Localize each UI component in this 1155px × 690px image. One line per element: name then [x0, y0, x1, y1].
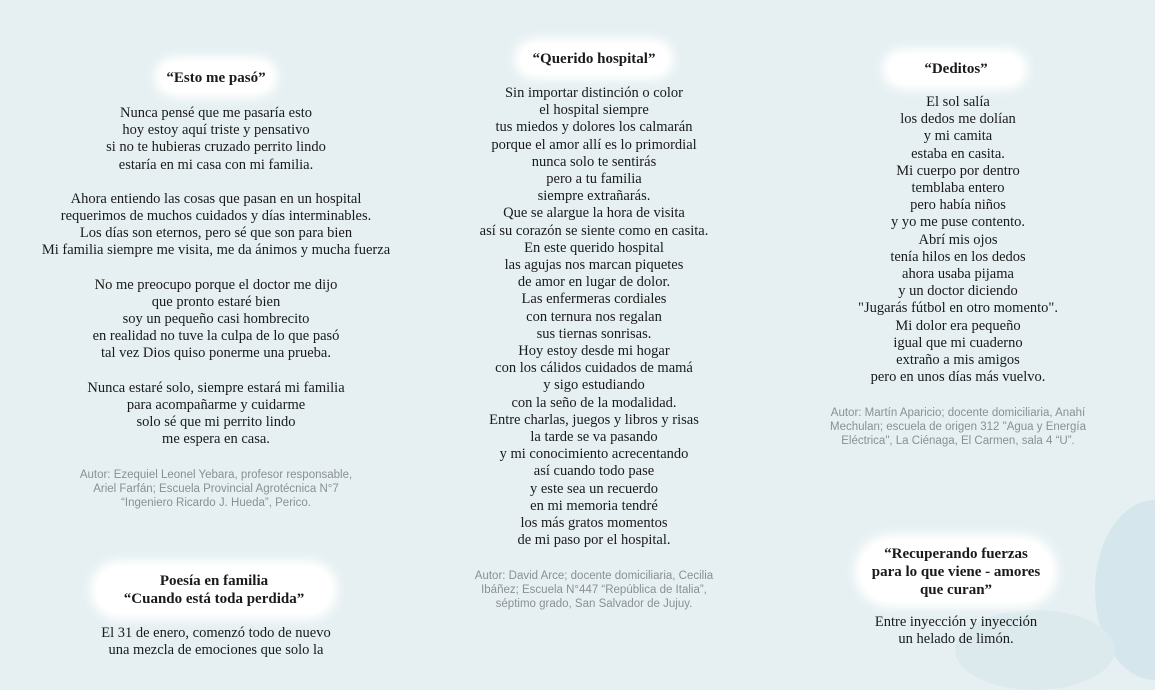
poem-body	[808, 94, 1108, 386]
poem-title: “Deditos”	[924, 61, 988, 77]
stanza: Nunca pensé que me pasaría esto hoy estoy aquí triste y pensativo si no te hubieras cruzado perrito lindo estaría en mi casa con mi familia.	[106, 105, 326, 173]
stanza: Entre inyección y inyección un helado de limón.	[874, 614, 1038, 648]
poem-title: “Recuperando fuerzas para lo que viene - amores que curan”	[871, 546, 1041, 598]
poem-body	[16, 625, 416, 659]
poem-title: “Esto me pasó”	[166, 70, 266, 86]
poem-author: Autor: David Arce; docente domiciliaria, Cecilia Ibáñez; Escuela N°447 “República de Italia”, séptimo grado, San Salvador de Jujuy.	[474, 570, 714, 610]
poem-body	[806, 614, 1106, 648]
stanza: Sin importar distinción o color el hospital siempre tus miedos y dolores los calmarán porque el amor allí es lo primordial nunca solo te sentirás pero a tu familia siempre extrañarás. Que se alargue la hora de visita así su corazón se siente como en casita. En este querido hospital las agujas nos marcan piquetes de amor en lugar de dolor. Las enfermeras cordiales con ternura nos regalan sus tiernas sonrisas. Hoy estoy desde mi hogar con los cálidos cuidados de mamá y sigo estudiando con la seño de la modalidad. Entre charlas, juegos y libros y risas la tarde se va pasando y mi conocimiento acrecentando así cuando todo pase y este sea un recuerdo en mi memoria tendré los más gratos momentos de mi paso por el hospital.	[479, 85, 709, 549]
poem-author: Autor: Ezequiel Leonel Yebara, profesor responsable, Ariel Farfán; Escuela Provincial Agrotécnica N°7 “Ingeniero Ricardo J. Hueda”, Perico.	[79, 469, 353, 509]
poem-body	[424, 85, 764, 549]
stanza: No me preocupo porque el doctor me dijo que pronto estaré bien soy un pequeño casi hombrecito en realidad no tuve la culpa de lo que pasó tal vez Dios quiso ponerme una prueba.	[92, 276, 340, 362]
stanza: Ahora entiendo las cosas que pasan en un hospital requerimos de muchos cuidados y días interminables. Los días son eternos, pero sé que son para bien Mi familia siempre me visita, me da ánimos y mucha fuerza	[41, 190, 391, 259]
stanza: El 31 de enero, comenzó todo de nuevo una mezcla de emociones que solo la	[101, 625, 331, 659]
stanza: Nunca estaré solo, siempre estará mi familia para acompañarme y cuidarme solo sé que mi perrito lindo me espera en casa.	[87, 379, 345, 448]
poem-title: “Querido hospital”	[532, 51, 656, 67]
stanza: El sol salía los dedos me dolían y mi camita estaba en casita. Mi cuerpo por dentro temblaba entero pero había niños y yo me puse contento. Abrí mis ojos tenía hilos en los dedos ahora usaba pijama y un doctor diciendo "Jugarás fútbol en otro momento". Mi dolor era pequeño igual que mi cuaderno extraño a mis amigos pero en unos días más vuelvo.	[858, 94, 1058, 386]
poem-author: Autor: Martín Aparicio; docente domiciliaria, Anahí Mechulan; escuela de origen 312 "Agua y Energía Eléctrica", La Ciénaga, El Carmen, sala 4 “U”.	[830, 407, 1086, 447]
poem-title: Poesía en familia “Cuando está toda perdida”	[123, 573, 305, 607]
poem-body	[16, 105, 416, 448]
